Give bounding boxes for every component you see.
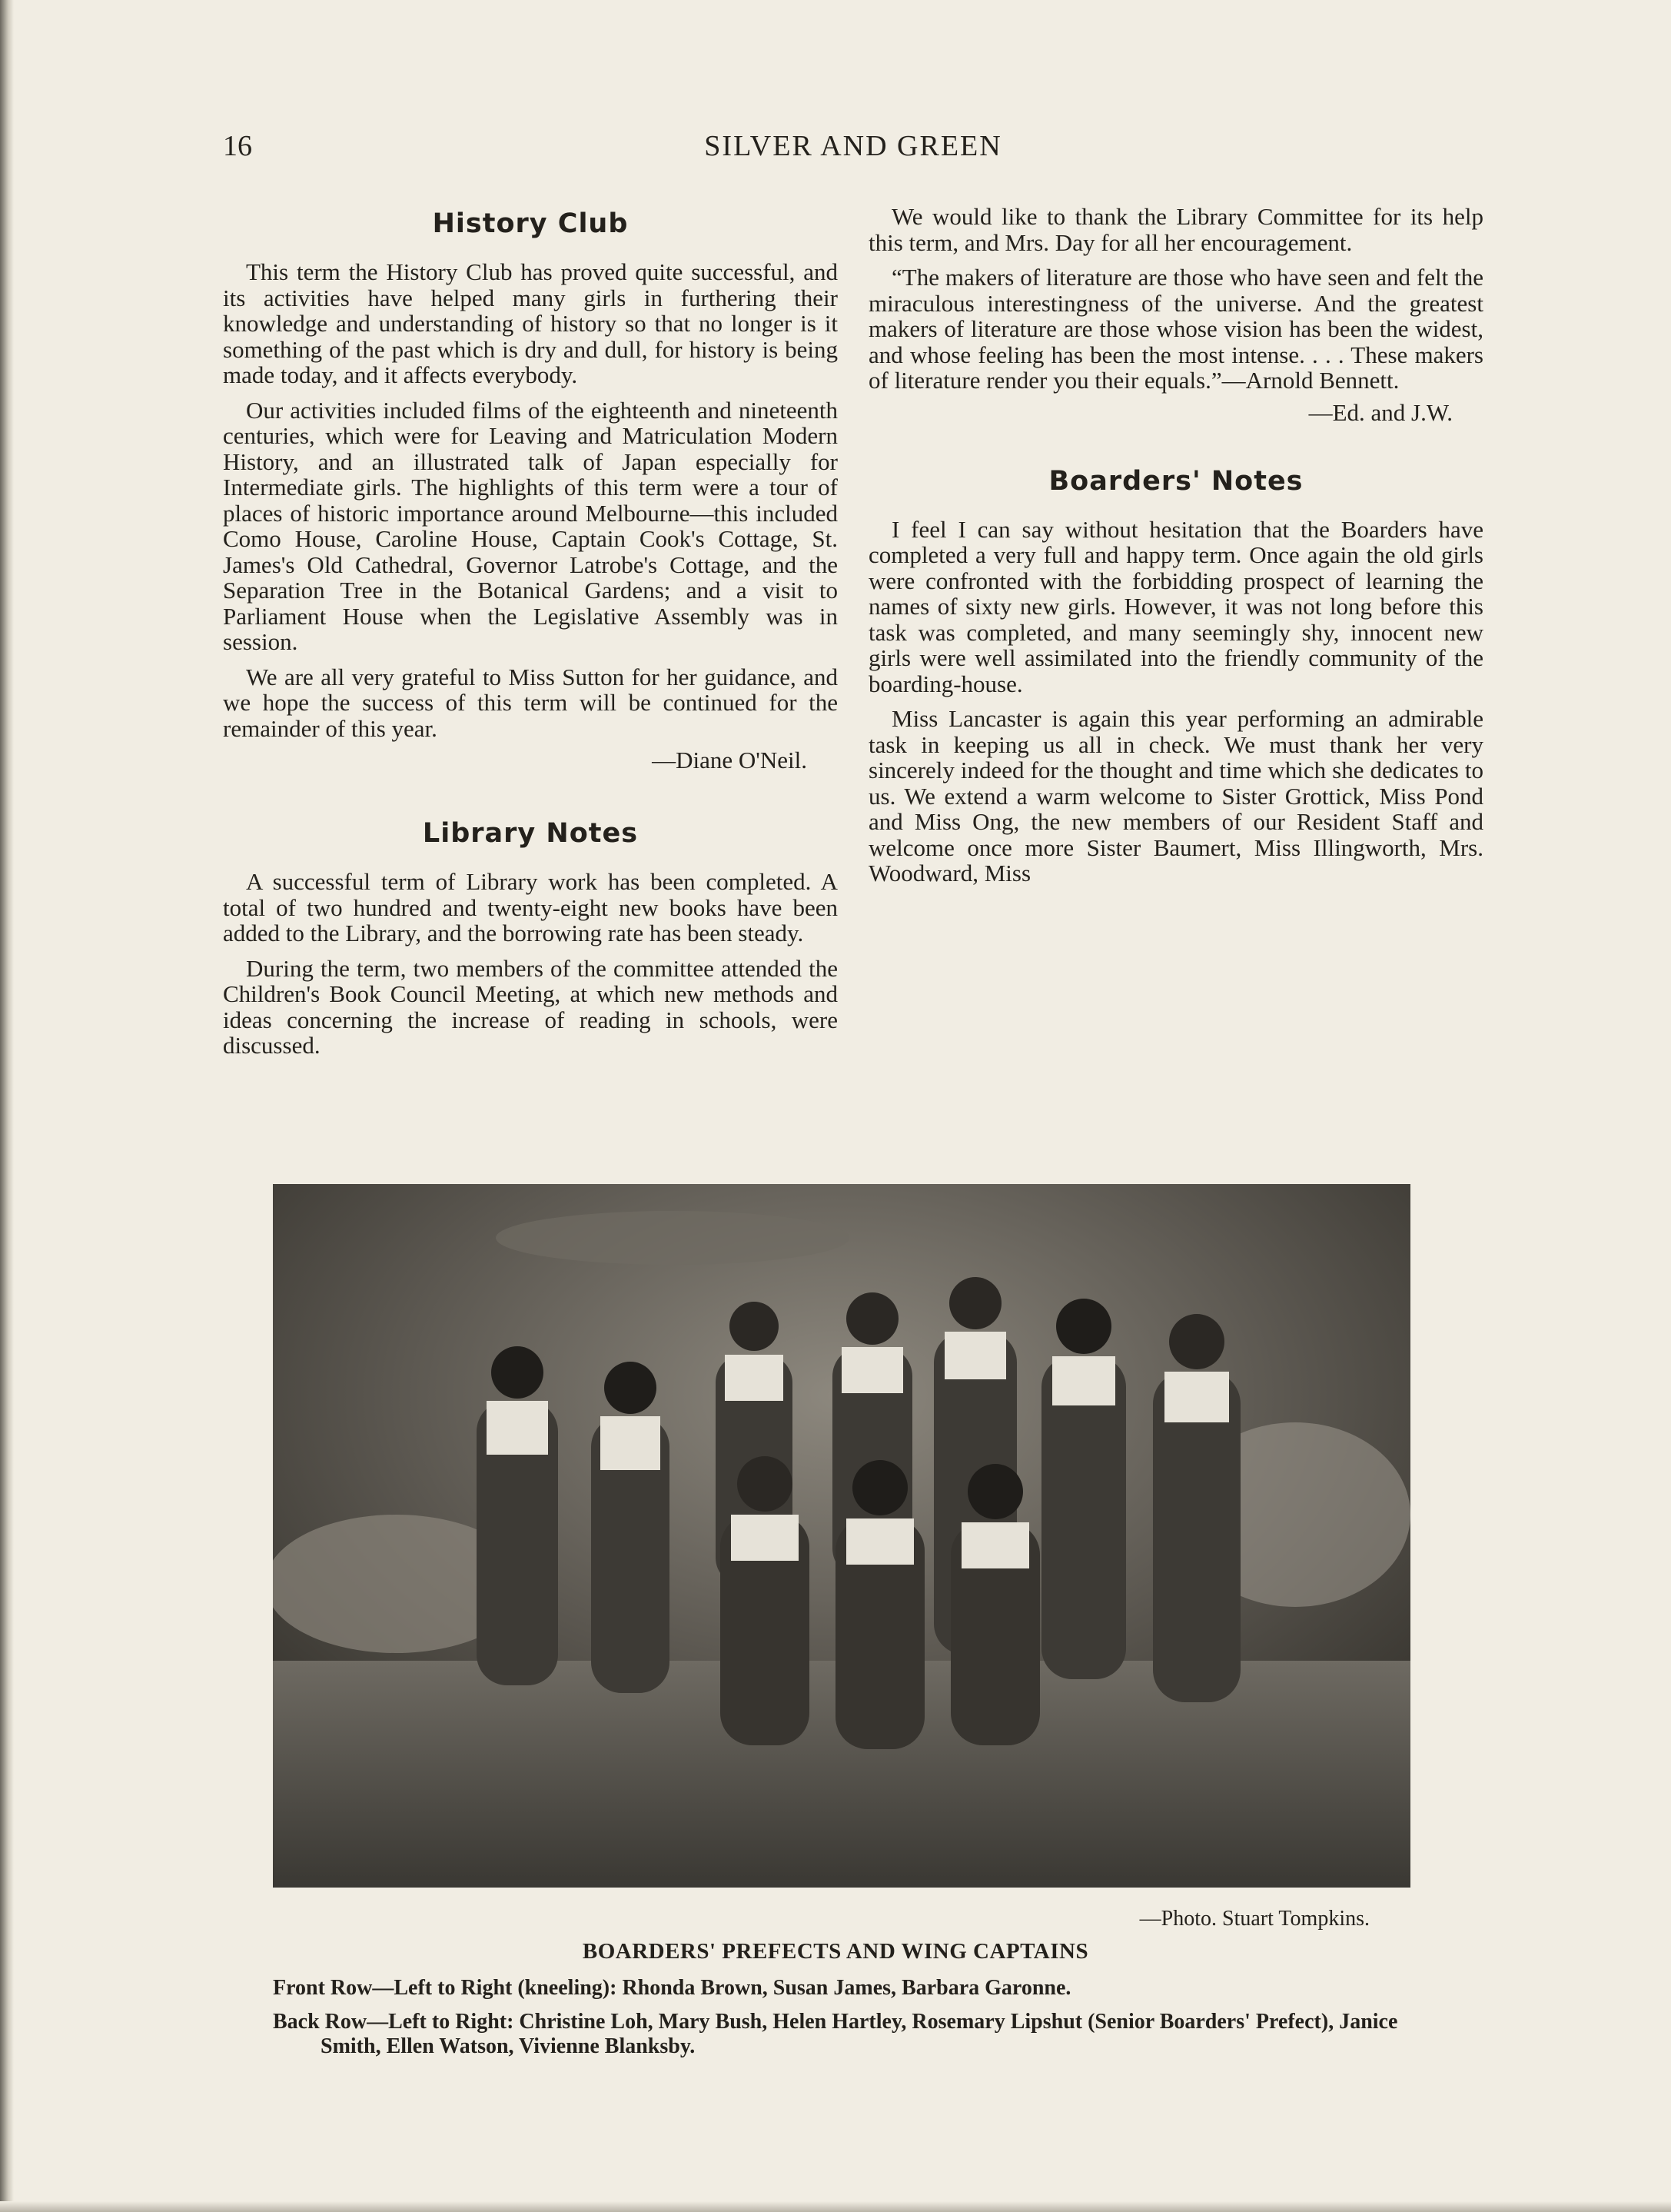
- library-notes-paragraph-1: A successful term of Library work has been completed. A total of two hundred and twenty-eight new books have been added to the Library, and the borrowing rate has been steady.: [223, 868, 838, 946]
- library-notes-paragraph-3: We would like to thank the Library Committee for its help this term, and Mrs. Day for all her encouragement.: [869, 203, 1483, 256]
- group-photo-illustration: [273, 1184, 1410, 1888]
- photo-caption-back-row: Back Row—Left to Right: Christine Loh, Mary Bush, Helen Hartley, Rosemary Lipshut (Senior Boarders' Prefect), Janice Smith, Ellen Watson, Vivienne Blanksby.: [273, 2010, 1398, 2058]
- scan-edge-bottom: [0, 2201, 1671, 2212]
- photo-credit: —Photo. Stuart Tompkins.: [1139, 1907, 1370, 1931]
- photo-caption-front-row: Front Row—Left to Right (kneeling): Rhonda Brown, Susan James, Barbara Garonne.: [273, 1976, 1071, 2000]
- boarders-notes-paragraph-1: I feel I can say without hesitation that the Boarders have completed a very full and happy term. Once again the old girls were confronted with the forbidding prospect of learning the names of sixty new girls. However, it was not long before this task was completed, and many seemingly shy, innocent new girls were well assimilated into the friendly community of the boarding-house.: [869, 515, 1483, 697]
- library-notes-quote: “The makers of literature are those who have seen and felt the miraculous interestingness of the universe. And the greatest makers of literature are those whose vision has been the widest, and whose feeling has been the most intense. . . . These makers of literature render you their equals.”—Arnold Bennett.: [869, 264, 1483, 394]
- history-club-paragraph-1: This term the History Club has proved quite successful, and its activities have helped many girls in furthering their knowledge and understanding of history so that no longer is it something of the past which is dry and dull, for history is being made today, and it affects everybody.: [223, 258, 838, 388]
- left-column: [223, 204, 838, 1059]
- journal-title: SILVER AND GREEN: [704, 130, 1002, 162]
- page-number: 16: [223, 130, 252, 162]
- history-club-signature: —Diane O'Neil.: [652, 747, 807, 773]
- girl-standing-7: [1153, 1314, 1241, 1702]
- section-spacer: [223, 773, 838, 813]
- running-head: [223, 129, 1483, 175]
- group-photo: [273, 1184, 1410, 1888]
- boarders-notes-paragraph-2: Miss Lancaster is again this year performing an admirable task in keeping us all in check. We must thank her very sincerely indeed for the thought and time which she dedicates to us. We extend a warm welcome to Sister Grottick, Miss Pond and Miss Ong, the new members of our Resident Staff and welcome once more Sister Baumert, Miss Illingworth, Mrs. Woodward, Miss: [869, 705, 1483, 886]
- library-notes-section: [223, 818, 838, 1059]
- boarders-notes-heading: Boarders' Notes: [1048, 465, 1304, 497]
- history-club-section: [223, 208, 838, 773]
- scan-edge-left: [0, 0, 14, 2212]
- history-club-paragraph-3: We are all very grateful to Miss Sutton for her guidance, and we hope the success of this term will be continued for the remainder of this year.: [223, 663, 838, 742]
- history-club-heading: History Club: [432, 208, 629, 239]
- section-spacer: [869, 426, 1483, 461]
- library-notes-heading: Library Notes: [422, 818, 639, 849]
- kneeling-girls: [720, 1456, 1040, 1749]
- history-club-paragraph-2: Our activities included films of the eighteenth and nineteenth centuries, which were for Leaving and Matriculation Modern History, and an illustrated talk of Japan especially for Intermediate girls. The highlights of this term were a tour of places of historic importance around Melbourne—this included Como House, Caroline House, Captain Cook's Cottage, St. James's Old Cathedral, Governor Latrobe's Cottage, and the Separation Tree in the Botanical Gardens; and a visit to Parliament House when the Legislative Assembly was in session.: [223, 396, 838, 655]
- library-notes-signature: —Ed. and J.W.: [1308, 398, 1453, 426]
- library-notes-paragraph-2: During the term, two members of the committee attended the Children's Book Council Meeting, at which new methods and ideas concerning the increase of reading in schools, were discussed.: [223, 954, 838, 1059]
- right-column: [869, 204, 1483, 886]
- photo-caption-title: BOARDERS' PREFECTS AND WING CAPTAINS: [582, 1939, 1089, 1964]
- fountain-top: [496, 1211, 849, 1265]
- boarders-notes-section: [869, 466, 1483, 886]
